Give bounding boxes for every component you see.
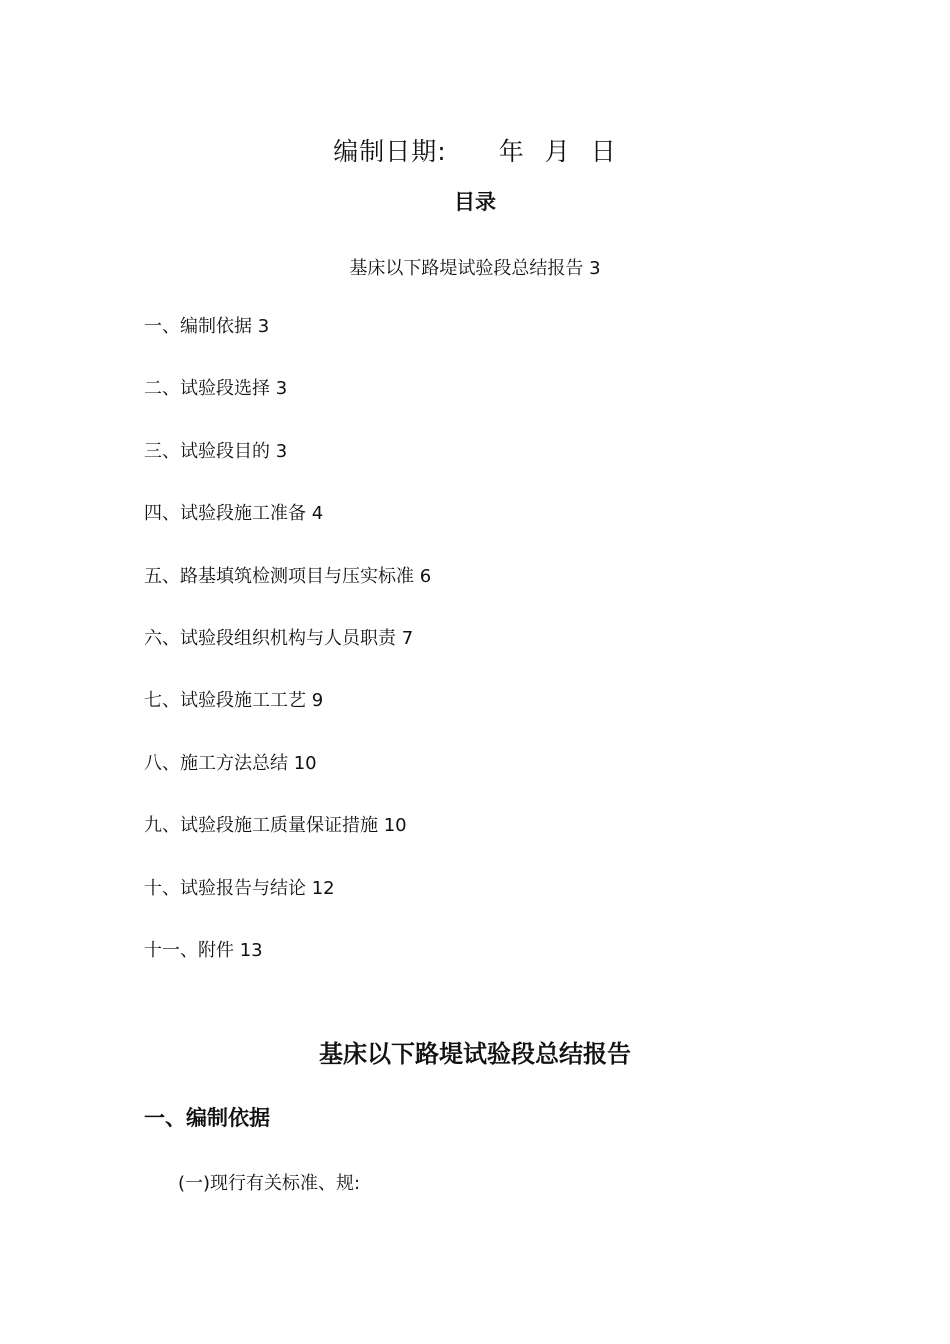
toc-heading: 目录	[454, 190, 496, 214]
toc-entry-report-title: 基床以下路堤试验段总结报告 3	[349, 258, 601, 279]
report-title: 基床以下路堤试验段总结报告	[319, 1040, 631, 1068]
toc-entry: 十一、附件 13	[144, 939, 263, 961]
compile-date-line	[0, 132, 950, 168]
toc-entry: 七、试验段施工工艺 9	[144, 690, 324, 712]
year-label: 年	[498, 137, 525, 166]
section-heading: 一、编制依据	[144, 1106, 270, 1130]
toc-entry: 三、试验段目的 3	[144, 440, 288, 462]
toc-entry: 二、试验段选择 3	[144, 378, 288, 400]
toc-entry: 六、试验段组织机构与人员职责 7	[144, 627, 414, 649]
toc-entry: 八、施工方法总结 10	[144, 752, 317, 774]
toc-entry: 九、试验段施工质量保证措施 10	[144, 815, 407, 837]
month-label: 月	[544, 137, 571, 166]
toc-list	[144, 316, 431, 1002]
subsection-item: (一)现行有关标准、规:	[178, 1173, 361, 1194]
toc-entry: 十、试验报告与结论 12	[144, 877, 335, 899]
toc-entry: 一、编制依据 3	[144, 316, 270, 337]
toc-entry: 五、路基填筑检测项目与压实标准 6	[144, 565, 432, 587]
day-label: 日	[590, 137, 617, 166]
date-label: 编制日期:	[333, 137, 447, 166]
toc-entry: 四、试验段施工准备 4	[144, 503, 324, 525]
